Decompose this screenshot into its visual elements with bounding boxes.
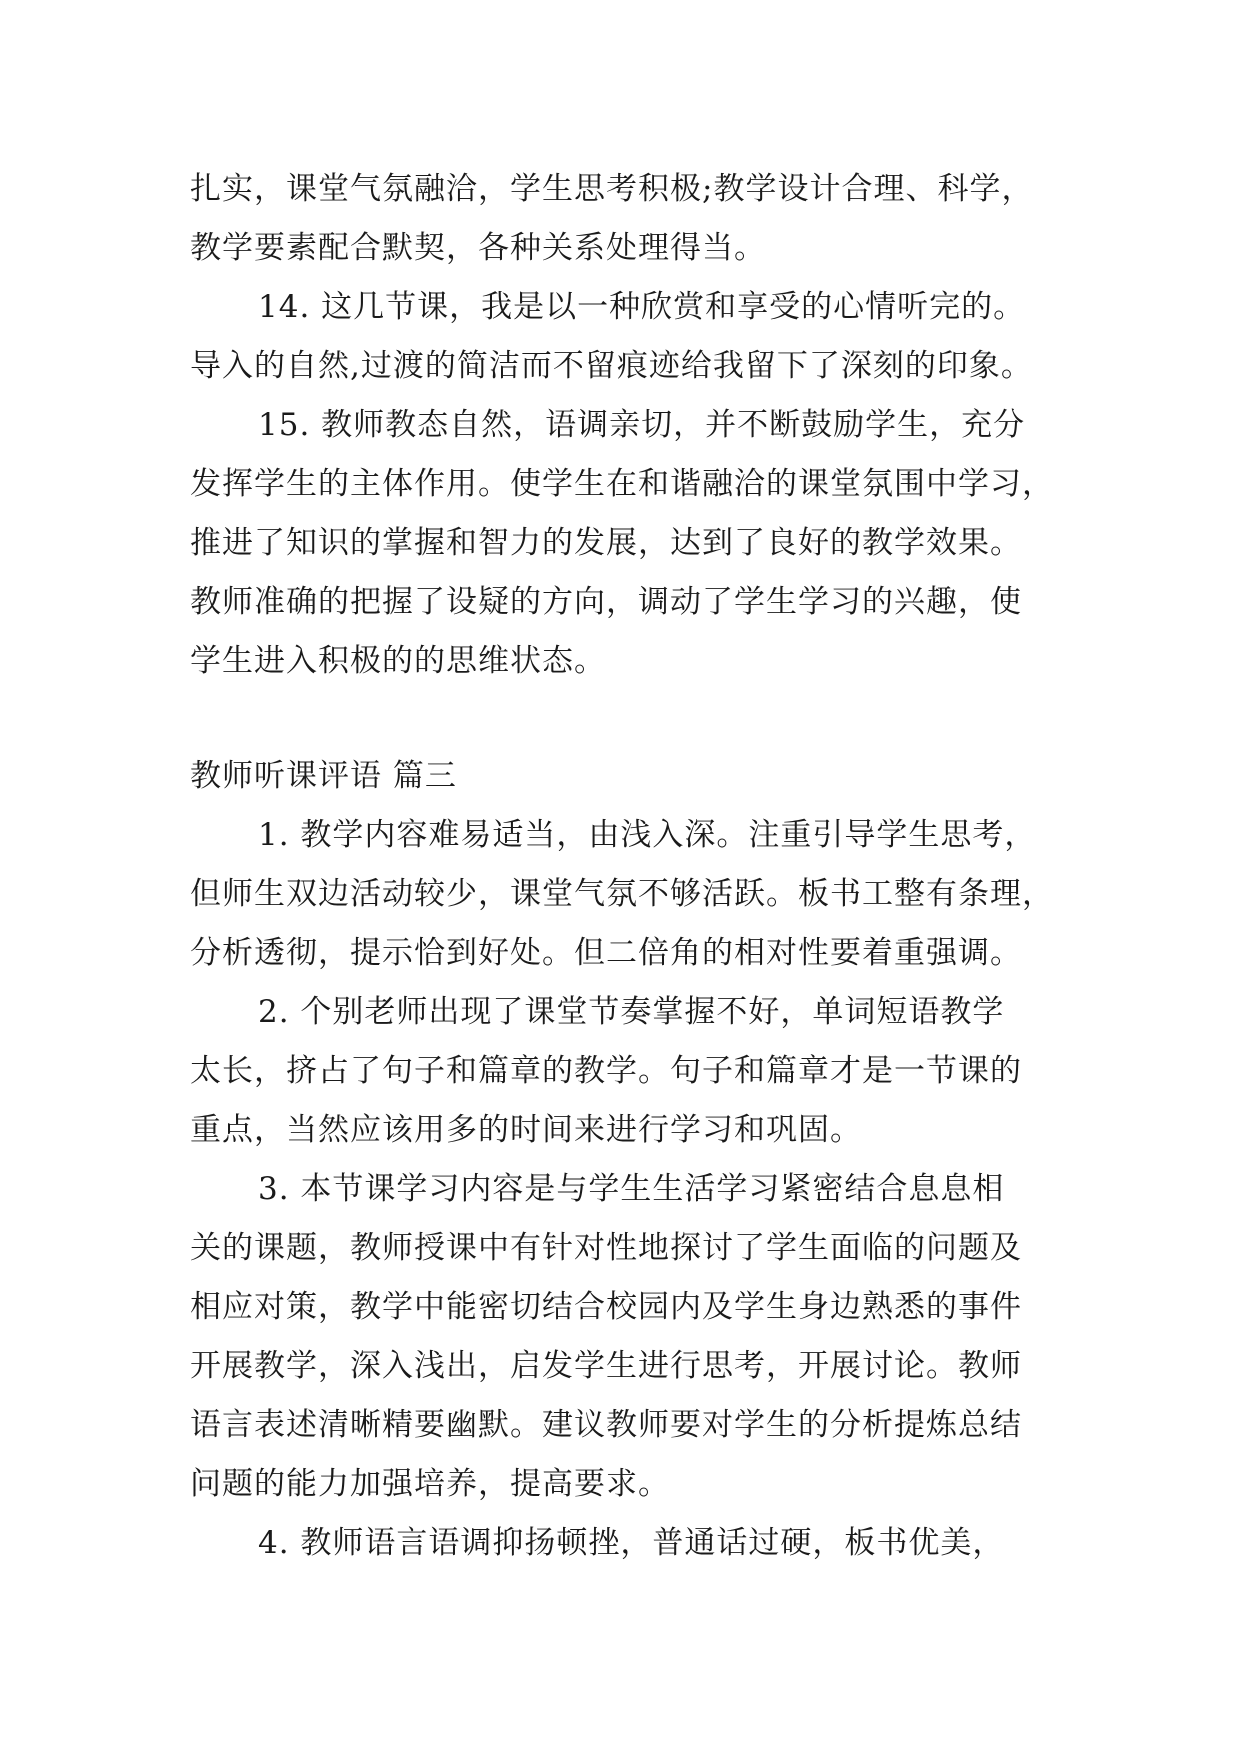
text-line: 2. 个别老师出现了课堂节奏掌握不好，单词短语教学 [258,994,1005,1030]
paragraph-item-15 [190,396,1090,691]
paragraph-item-4 [190,1514,1090,1573]
text-line: 教学要素配合默契，各种关系处理得当。 [190,230,766,266]
text-line: 推进了知识的掌握和智力的发展，达到了良好的教学效果。 [190,525,1022,561]
text-line: 发挥学生的主体作用。使学生在和谐融洽的课堂氛围中学习， [190,466,1054,502]
paragraph-item-3 [190,1160,1090,1514]
text-line: 1. 教学内容难易适当，由浅入深。注重引导学生思考， [258,817,1037,853]
text-line: 相应对策，教学中能密切结合校园内及学生身边熟悉的事件 [190,1289,1022,1325]
paragraph-item-1 [190,806,1090,983]
paragraph [190,160,1090,278]
text-line: 重点，当然应该用多的时间来进行学习和巩固。 [190,1112,862,1148]
text-line: 问题的能力加强培养，提高要求。 [190,1466,670,1502]
text-line: 扎实，课堂气氛融洽，学生思考积极;教学设计合理、科学， [190,171,1034,207]
text-line: 关的课题，教师授课中有针对性地探讨了学生面临的问题及 [190,1230,1022,1266]
document-body [190,160,1090,1573]
text-line: 14. 这几节课，我是以一种欣赏和享受的心情听完的。 [258,289,1026,325]
text-line: 4. 教师语言语调抑扬顿挫，普通话过硬，板书优美， [258,1525,1005,1561]
text-line: 3. 本节课学习内容是与学生生活学习紧密结合息息相 [258,1171,1005,1207]
paragraph-item-2 [190,983,1090,1160]
text-line: 开展教学，深入浅出，启发学生进行思考，开展讨论。教师 [190,1348,1022,1384]
text-line: 分析透彻，提示恰到好处。但二倍角的相对性要着重强调。 [190,935,1022,971]
section-heading: 教师听课评语 篇三 [190,758,457,794]
paragraph-item-14 [190,278,1090,396]
text-line: 教师准确的把握了设疑的方向，调动了学生学习的兴趣，使 [190,584,1022,620]
text-line: 但师生双边活动较少，课堂气氛不够活跃。板书工整有条理， [190,876,1054,912]
text-line: 15. 教师教态自然，语调亲切，并不断鼓励学生，充分 [258,407,1026,443]
text-line: 学生进入积极的的思维状态。 [190,643,606,679]
text-line: 太长，挤占了句子和篇章的教学。句子和篇章才是一节课的 [190,1053,1022,1089]
text-line: 语言表述清晰精要幽默。建议教师要对学生的分析提炼总结 [190,1407,1022,1443]
text-line: 导入的自然,过渡的简洁而不留痕迹给我留下了深刻的印象。 [190,348,1033,384]
section-spacer [190,691,1090,747]
